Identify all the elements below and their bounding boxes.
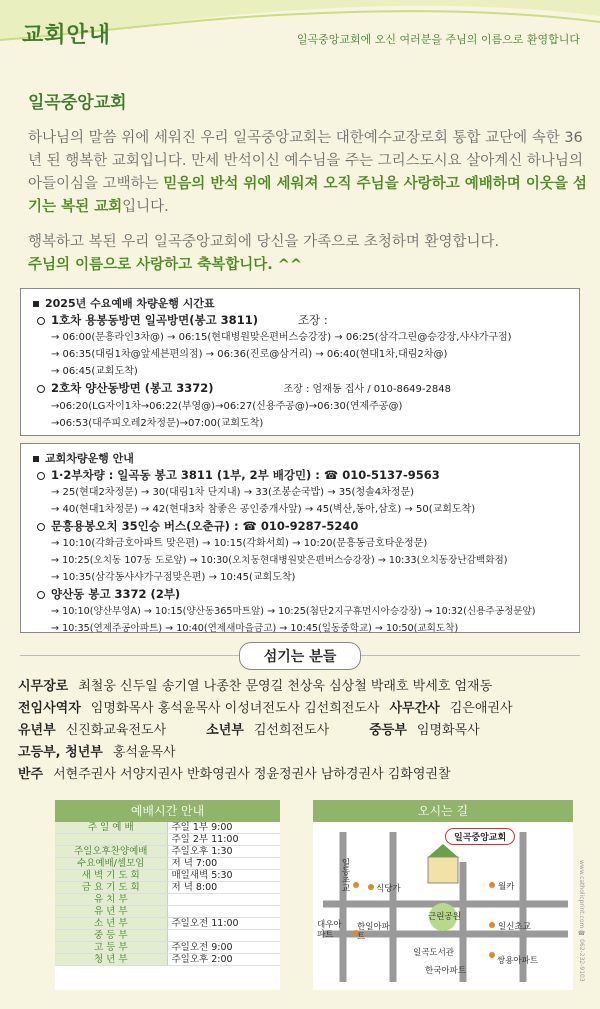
servant-row: 유년부 신진화교육전도사 소년부 김선희전도사 중등부 임명화목사: [18, 723, 480, 738]
table-row: 주일 2부 11:00: [55, 834, 280, 846]
servants-heading: 섬기는 분들: [239, 642, 362, 670]
route-stop-line: → 10:35(삼각동샤샤가구점맞은편) → 10:45(교회도착): [51, 572, 296, 583]
intro-section: [28, 88, 588, 277]
square-bullet-icon: [33, 456, 39, 462]
place-label: 쌍용아파트: [497, 956, 539, 966]
circle-bullet-icon: [37, 472, 45, 480]
route-stop-line: → 40(현대1차정문) → 42(현대3차 참좋은 공인중개사앞) → 45(벽산,동아,삼호) → 50(교회도착): [51, 504, 476, 515]
wednesday-heading: 2025년 수요예배 차량운행 시간표: [33, 295, 569, 312]
table-row: 주일오후찬양예배 주일오후 1:30: [55, 846, 280, 858]
table-row: 금 요 기 도 회 저 녁 8:00: [55, 882, 280, 894]
route-title: 2호차 양산동방면 (봉고 3372) 조장 : 엄재동 집사 / 010-8649-2848: [33, 380, 569, 398]
route-stop-line: →06:53(대주피오레2차정문)→07:00(교회도착): [51, 418, 264, 429]
place-label: 대우아파트: [317, 920, 342, 940]
wednesday-schedule-box: [20, 288, 580, 436]
table-row: 중 등 부: [55, 930, 280, 942]
circle-bullet-icon: [37, 591, 45, 599]
place-label: 식당가: [376, 884, 401, 894]
circle-bullet-icon: [37, 523, 45, 531]
worship-heading: 예배시간 안내: [55, 800, 280, 822]
table-row: 소 년 부 주일오전 11:00: [55, 918, 280, 930]
location-pin-icon: [489, 882, 495, 888]
location-pin-icon: [368, 884, 374, 890]
place-label: 한국아파트: [425, 966, 467, 976]
route-title: 1·2부차량 : 일곡동 봉고 3811 (1부, 2부 배강민) : ☎ 010-5137-9563: [33, 467, 569, 484]
servant-row: 반주 서현주권사 서양지권사 반화영권사 정윤정권사 남하경권사 김화영권찰: [18, 767, 451, 782]
table-row: 새 벽 기 도 회 매일새벽 5:30: [55, 870, 280, 882]
route-stop-line: → 06:35(대림1차@앞세븐편의점) → 06:36(진로@삼거리) → 06:40(현대1차,대림2차@): [51, 349, 448, 360]
place-label: 일신초교: [498, 922, 531, 932]
servant-row: 고등부, 청년부 홍석윤목사: [18, 745, 176, 760]
worship-table: [55, 822, 280, 966]
route-title: 양산동 봉고 3372 (2부): [33, 586, 569, 603]
route-stop-line: → 10:35(연제주공아파트) → 10:40(연제새마을금고) → 10:45(일동중학교) → 10:50(교회도착): [51, 623, 459, 634]
route-stop-line: → 10:25(오치동 107동 도로앞) → 10:30(오치동현대병원맞은편버스승강장) → 10:33(오치동장난감백화점): [51, 555, 508, 566]
route-stop-line: → 10:10(각화금호아파트 맞은편) → 10:15(각화서희) → 10:20(문흥동금호타운정문): [51, 538, 428, 549]
location-pin-icon: [489, 922, 495, 928]
table-row: 고 등 부 주일오전 9:00: [55, 942, 280, 954]
location-map: [313, 822, 573, 990]
route-stop-line: →06:20(LG자이1차→06:22(부영@)→06:27(신용주공@)→06:30(연제주공@): [51, 401, 403, 412]
table-row: 주 일 예 배 주일 1부 9:00: [55, 822, 280, 834]
place-label: 일곡도서관: [413, 948, 455, 958]
place-label: 한일아파트: [357, 922, 390, 942]
location-pin-icon: [489, 952, 495, 958]
church-marker-label: 일곡중앙교회: [445, 828, 515, 845]
printer-credit: www.catholicprint.com ☎ 062-232-9103: [578, 860, 585, 982]
route-title: 1호차 용봉동방면 일곡방면(봉고 3811) 조장 :: [33, 312, 569, 329]
servants-list: [18, 676, 588, 786]
worship-times-panel: [55, 800, 280, 990]
blessing-text: 주님의 이름으로 사랑하고 축복합니다. ^^: [28, 257, 303, 273]
table-row: 수요예배/셀모임 저 녁 7:00: [55, 858, 280, 870]
intro-text-end: 입니다.: [122, 199, 169, 215]
header: [0, 0, 600, 58]
table-row: 유 년 부: [55, 906, 280, 918]
directions-heading: 오시는 길: [313, 800, 573, 822]
route-title: 문흥용봉오치 35인승 버스(오춘규) : ☎ 010-9287-5240: [33, 518, 569, 535]
shuttle-heading: 교회차량운행 안내: [33, 450, 569, 467]
route-stop-line: → 25(현대2차정문) → 30(대림1차 단지내) → 33(조봉순국밥) → 35(청솔4차정문): [51, 487, 415, 498]
shuttle-schedule-box: [20, 443, 580, 633]
location-pin-icon: [353, 882, 359, 888]
place-label: 월카: [498, 882, 515, 892]
table-row: 청 년 부 주일오후 2:00: [55, 954, 280, 966]
church-name: 일곡중앙교회: [28, 93, 127, 113]
square-bullet-icon: [33, 301, 39, 307]
place-label: 일동초교: [340, 858, 350, 892]
route-stop-line: → 10:10(양산부영A) → 10:15(양산동365마트앞) → 10:25(첨단2지구휴먼시아승강장) → 10:32(신용주공정문앞): [51, 606, 536, 617]
invite-text: 행복하고 복된 우리 일곡중앙교회에 당신을 가족으로 초청하며 환영합니다.: [28, 234, 500, 250]
intro-text: 하나님의 말씀 위에 세워진 우리 일곡중앙교회는 대한예수교장로회 통합 교단에 속한 36년 된 행복한 교회입니다. 만세 반석이신 예수님을 주는 그리스도시요 살아계신 하나님의 아들이심을 고백하는: [28, 130, 583, 192]
circle-bullet-icon: [37, 317, 45, 325]
route-stop-line: → 06:00(문흥라인3차@) → 06:15(현대병원맞은편버스승강장) → 06:25(삼각그린@승강장,샤샤가구점): [51, 332, 512, 343]
intro-highlight: 믿음의 반석 위에 세워져 오직 주님을 사랑하고 예배하며 이웃을 섬기는 복된 교회: [28, 176, 587, 215]
circle-bullet-icon: [37, 385, 45, 393]
table-row: 유 치 부: [55, 894, 280, 906]
servant-row: 시무장로 최철웅 신두일 송기열 나종찬 문영길 천상욱 심상철 박래호 박세호 엄재동: [18, 679, 493, 694]
servants-tab: [0, 642, 600, 668]
servant-row: 전임사역자 임명화목사 홍석윤목사 이성녀전도사 김선희전도사 사무간사 김은애권사: [18, 701, 513, 716]
intro-paragraph-2: [28, 231, 588, 277]
welcome-text: 일곡중앙교회에 오신 여러분을 주님의 이름으로 환영합니다: [296, 33, 580, 46]
intro-paragraph-1: [28, 127, 588, 219]
directions-panel: [313, 800, 573, 990]
place-label: 근린공원: [428, 912, 461, 922]
route-stop-line: → 06:45(교회도착): [51, 366, 138, 377]
page-title: 교회안내: [22, 23, 112, 48]
